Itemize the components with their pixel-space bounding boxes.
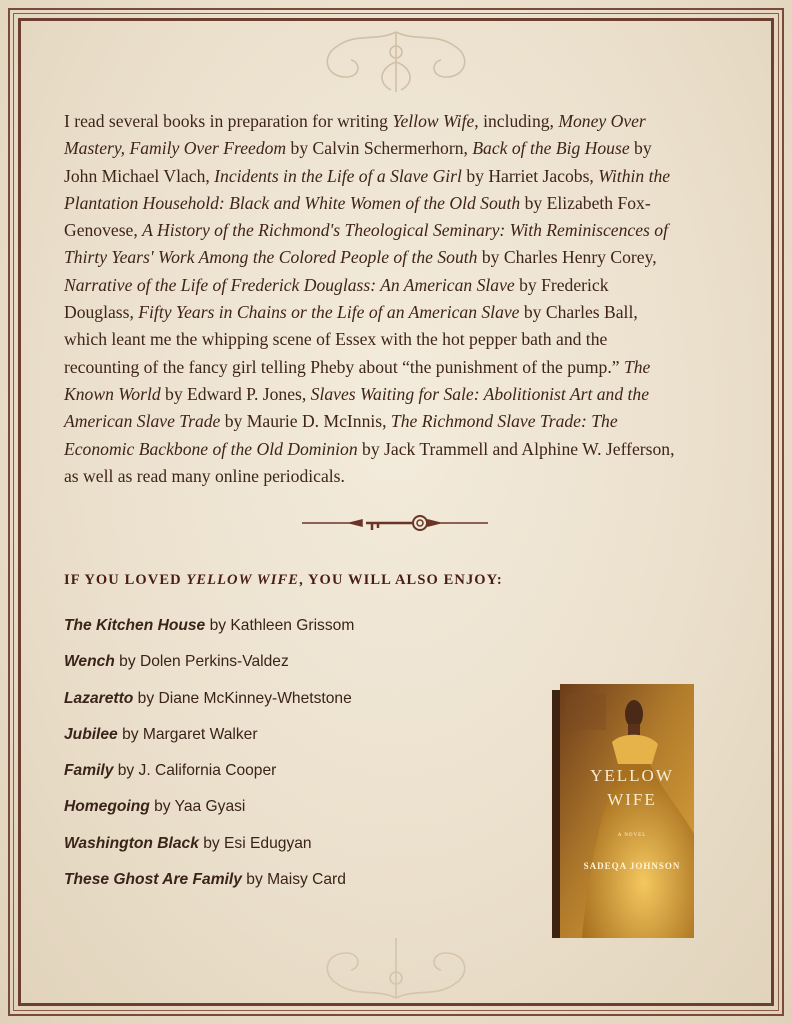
heading-prefix: IF YOU LOVED [64,572,187,588]
book-title: Homegoing [64,798,150,816]
book-title-inline: Back of the Big House [472,138,630,159]
book-cover-image [552,684,694,938]
book-author: by Maisy Card [241,871,346,889]
intro-paragraph [64,108,676,490]
paragraph-text: by Calvin Schermerhorn, [286,138,473,159]
book-title: These Ghost Are Family [64,871,242,889]
bottom-flourish-ornament [296,928,496,1008]
book-title-inline: Fifty Years in Chains or the Life of an American Slave [138,302,520,323]
cover-author: SADEQA JOHNSON [583,861,681,871]
book-title-inline: A History of the Richmond's Theological Seminary: With Reminiscences of Thirty Years' Work Among the Colored People of the South [64,220,668,268]
key-divider-ornament [300,510,490,536]
paragraph-text: by John Michael Vlach, [64,138,652,186]
paragraph-text: by Frederick Douglass, [64,274,609,323]
cover-title-line1: YELLOW [590,766,674,785]
list-item [64,617,484,653]
book-title-inline: The Richmond Slave Trade: The Economic Backbone of the Old Dominion [64,411,618,459]
cover-title-line2: WIFE [607,790,657,809]
heading-title: YELLOW WIFE [186,572,300,588]
book-title-inline: The Known World [64,356,651,404]
recommendation-list [64,617,484,907]
book-author: by J. California Cooper [113,762,277,780]
cover-subtitle: A NOVEL [617,833,647,838]
book-title-inline: Incidents in the Life of a Slave Girl [214,165,462,186]
list-item [64,798,484,834]
book-title: Washington Black [64,834,199,852]
book-title: The Kitchen House [64,617,206,634]
paragraph-text: by Elizabeth Fox- Genovese, [64,192,651,241]
paragraph-text: by Charles Henry Corey, [477,247,657,268]
heading-suffix: , YOU WILL ALSO ENJOY: [299,572,503,588]
list-item [64,653,484,689]
book-author: by Kathleen Grissom [205,617,355,634]
book-author: by Dolen Perkins-Valdez [114,653,289,671]
list-item [64,726,484,762]
book-author: by Margaret Walker [117,725,258,743]
book-title: Lazaretto [64,689,134,707]
book-title-inline: Within the Plantation Household: Black and White Women of the Old South [64,165,671,213]
paragraph-text: I read several books in preparation for writing [64,111,393,131]
list-item [64,690,484,726]
book-author: by Yaa Gyasi [149,798,246,816]
paragraph-text: by Harriet Jacobs, [461,165,599,186]
book-title-inline: Slaves Waiting for Sale: Abolitionist Art and the American Slave Trade [64,383,650,432]
book-title-inline: Narrative of the Life of Frederick Douglass: An American Slave [64,274,515,295]
list-item [64,835,484,871]
paragraph-text: by Charles Ball, which leant me the whipping scene of Essex with the hot pepper bath and the recounting of the fancy girl telling Pheby about “the punishment of the pump.” [64,302,638,377]
paragraph-text: by Edward P. Jones, [160,383,311,404]
book-author: by Diane McKinney-Whetstone [133,689,352,707]
recommendations-heading [64,572,664,589]
book-title: Jubilee [64,725,118,743]
book-author: by Esi Edugyan [198,834,312,852]
book-title-inline: Yellow Wife [392,111,475,131]
book-title-inline: Money Over Mastery, Family Over Freedom [64,111,646,159]
paragraph-text: by Jack Trammell and Alphine W. Jefferson, as well as read many online periodicals. [64,438,675,486]
book-title: Family [64,762,114,780]
paragraph-text: , including, [474,111,559,131]
list-item [64,762,484,798]
list-item [64,871,484,907]
top-flourish-ornament [296,22,496,102]
paragraph-text: by Maurie D. McInnis, [220,411,391,432]
book-title: Wench [64,653,115,671]
